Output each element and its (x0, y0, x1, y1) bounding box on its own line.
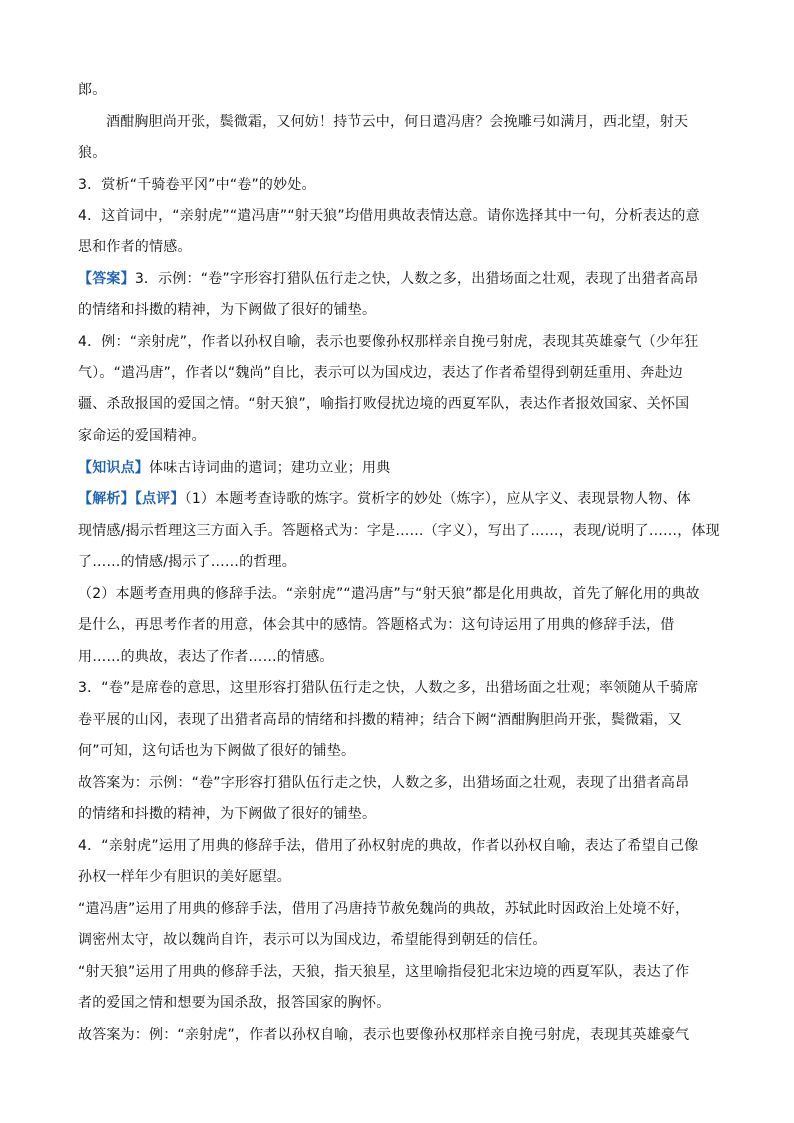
comment-tag: 【点评】 (134, 491, 185, 507)
text-line: 者的爱国之情和想要为国杀敌，报答国家的胸怀。 (78, 995, 391, 1011)
text-line: 卷平展的山冈，表现了出猎者高昂的情绪和抖擞的精神；结合下阙“酒酣胸胆尚开张，鬓微霜，又 (78, 712, 682, 728)
text-line: 故答案为：示例：“卷”字形容打猎队伍行走之快，人数之多，出猎场面之壮观，表现了出猎者高昂 (78, 775, 690, 791)
text-line: 了……的情感/揭示了……的哲理。 (78, 554, 296, 570)
text-line: “遣冯唐”运用了用典的修辞手法，借用了冯唐持节赦免魏尚的典故，苏轼此时因政治上处境不好， (78, 901, 690, 917)
text-line: 3．“卷”是席卷的意思，这里形容打猎队伍行走之快，人数之多，出猎场面之壮观；率领随从千骑席 (78, 680, 699, 696)
text-line: 郎。 (78, 82, 107, 98)
knowledge-text: 体味古诗词曲的遣词；建功立业；用典 (149, 460, 391, 476)
text-line: 孙权一样年少有胆识的美好愿望。 (78, 869, 291, 885)
text-line: 是什么，再思考作者的用意，体会其中的感情。答题格式为：这句诗运用了用典的修辞手法，借 (78, 617, 675, 633)
text-line: （2）本题考查用典的修辞手法。“亲射虎”“遣冯唐”与“射天狼”都是化用典故，首先了解化用的典故 (78, 586, 700, 602)
text-line: 气）。“遣冯唐”，作者以“魏尚”自比，表示可以为国戍边，表达了作者希望得到朝廷重用、奔赴边 (78, 365, 684, 381)
knowledge-tag: 【知识点】 (78, 460, 149, 476)
text-line: 何”可知，这句话也为下阙做了很好的铺垫。 (78, 743, 356, 759)
poem-line: 酒酣胸胆尚开张，鬓微霜，又何妨！持节云中，何日遣冯唐？会挽雕弓如满月，西北望，射天 (106, 114, 689, 130)
analysis-tag: 【解析】 (78, 491, 135, 507)
analysis-text: （1）本题考查诗歌的炼字。赏析字的妙处（炼字），应从字义、表现景物人物、体 (184, 491, 691, 507)
text-line: 4．“亲射虎”运用了用典的修辞手法，借用了孙权射虎的典故，作者以孙权自喻，表达了希望自己像 (78, 838, 699, 854)
text-line: 现情感/揭示哲理这三方面入手。答题格式为：字是……（字义），写出了……，表现/说明了……，体现 (78, 523, 720, 539)
question-3: 3．赏析“千骑卷平冈”中“卷”的妙处。 (78, 177, 316, 193)
text-line: 故答案为：例：“亲射虎”，作者以孙权自喻，表示也要像孙权那样亲自挽弓射虎，表现其英雄豪气 (78, 1027, 690, 1043)
text-line: 狼。 (78, 145, 107, 161)
text-line: 家命运的爱国精神。 (78, 428, 206, 444)
answer-tag: 【答案】 (78, 271, 135, 287)
text-line: 用……的典故，表达了作者……的情感。 (78, 649, 334, 665)
answer-line (78, 269, 698, 289)
text-line: 的情绪和抖擞的精神，为下阙做了很好的铺垫。 (78, 302, 377, 318)
answer-text: 3．示例：“卷”字形容打猎队伍行走之快，人数之多，出猎场面之壮观，表现了出猎者高昂 (134, 271, 699, 287)
text-line: 思和作者的情感。 (78, 239, 192, 255)
text-line: 调密州太守，故以魏尚自许，表示可以为国戍边，希望能得到朝廷的信任。 (78, 932, 547, 948)
text-line: 4．例：“亲射虎”，作者以孙权自喻，表示也要像孙权那样亲自挽弓射虎，表现其英雄豪气（少年狂 (78, 334, 699, 350)
analysis-line (78, 489, 691, 509)
text-line: 的情绪和抖擞的精神，为下阙做了很好的铺垫。 (78, 806, 377, 822)
knowledge-line (78, 458, 390, 478)
question-4: 4．这首词中，“亲射虎”“遣冯唐”“射天狼”均借用典故表情达意。请你选择其中一句，分析表达的意 (78, 208, 700, 224)
text-line: 疆、杀敌报国的爱国之情。“射天狼”，喻指打败侵扰边境的西夏军队，表达作者报效国家、关怀国 (78, 396, 690, 412)
text-line: “射天狼”运用了用典的修辞手法，天狼，指天狼星，这里喻指侵犯北宋边境的西夏军队，表达了作 (78, 964, 690, 980)
